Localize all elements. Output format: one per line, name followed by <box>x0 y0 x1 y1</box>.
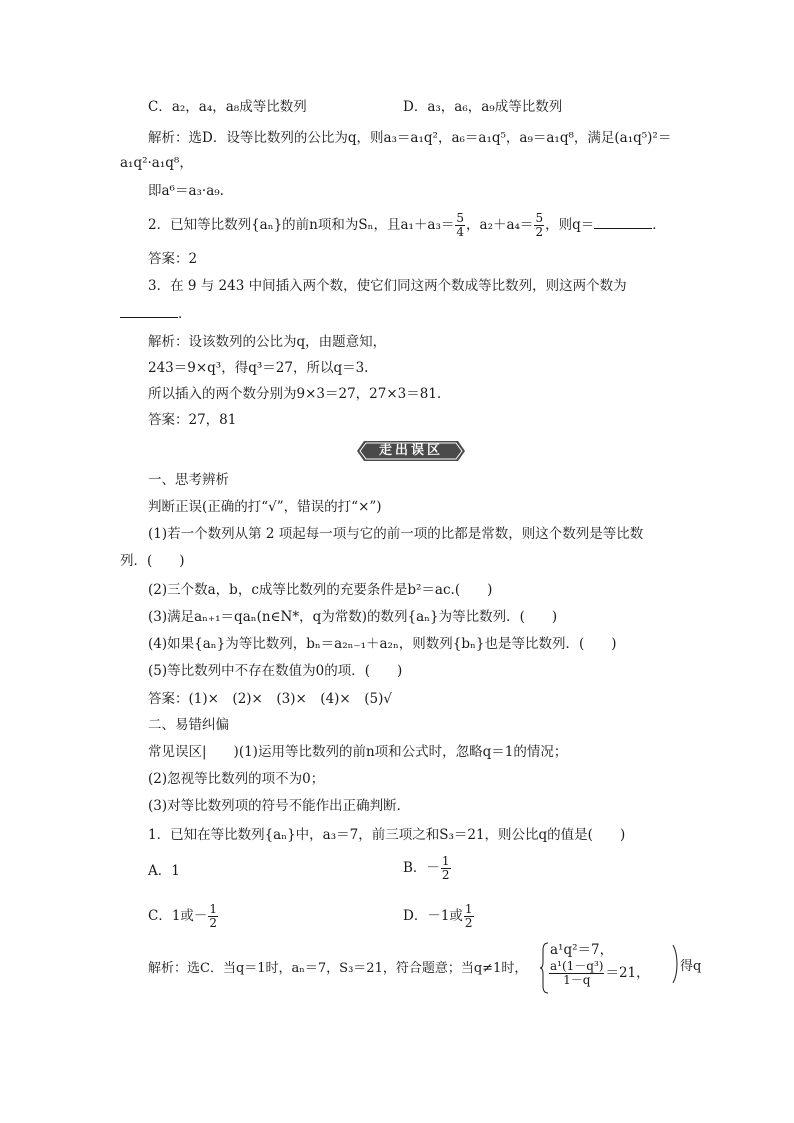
right-bracket-icon <box>672 944 680 984</box>
error-note-2: (2)忽视等比数列的项不为0； <box>148 771 325 787</box>
system-fraction <box>549 960 604 987</box>
section-banner <box>356 440 466 462</box>
answer-3: 答案：27，81 <box>148 412 237 428</box>
option-d-top: D．a₃，a₆，a₉成等比数列 <box>403 99 563 115</box>
question-3-line-b <box>120 305 192 323</box>
system-den: 1－q <box>563 973 591 987</box>
judge-5: (5)等比数列中不存在数值为0的项．( ) <box>148 663 403 679</box>
option-b <box>403 855 452 882</box>
q2-fraction-2 <box>534 212 544 239</box>
problem-1: 1．已知在等比数列{aₙ}中，a₃＝7，前三项之和S₃＝21，则公比q的值是( ) <box>148 827 626 843</box>
q2-mid: ，a₂＋a₄＝ <box>466 217 534 233</box>
solution-tail-text: 得q <box>680 959 702 974</box>
section-2-heading: 二、易错纠偏 <box>148 717 229 733</box>
judge-1-line-b: 列．( ) <box>120 553 185 569</box>
system-tail: ＝21， <box>605 965 650 981</box>
option-a: A．1 <box>148 863 180 879</box>
q2-fraction-1 <box>455 212 465 239</box>
banner-title: 走出误区 <box>378 443 443 458</box>
system-num: a¹(1－q³) <box>550 959 604 973</box>
option-d-text: D．－1或 <box>403 908 463 924</box>
judge-2: (2)三个数a，b，c成等比数列的充要条件是b²＝ac.( ) <box>148 582 493 598</box>
solution-last: 解析：选C．当q＝1时，aₙ＝7，S₃＝21，符合题意；当q≠1时， <box>148 961 528 976</box>
answer-blank <box>594 216 652 229</box>
q2-prefix: 2．已知等比数列{aₙ}的前n项和为Sₙ，且a₁＋a₃＝ <box>148 217 455 233</box>
solution-tail <box>680 958 701 976</box>
judge-instruction: 判断正误(正确的打“√”，错误的打“×”) <box>148 499 382 515</box>
solution-1-line-c: 即a⁶＝a₃·a₉. <box>148 183 224 199</box>
option-c-num: 1 <box>209 902 218 916</box>
option-b-fraction <box>441 855 451 882</box>
question-2: 2．已知等比数列{aₙ}的前n项和为Sₙ，且a₁＋a₃＝ $\frac{5}{4}$ ，a₂＋a₄＝ $\frac{5}{2}$ ，则q＝ ． <box>148 211 666 239</box>
q2-f2-den: 2 <box>535 225 544 239</box>
question-3-line-a: 3．在 9 与 243 中间插入两个数，使它们同这两个数成等比数列，则这两个数为 <box>148 278 627 294</box>
option-c <box>148 903 219 930</box>
q3-period: ． <box>178 306 192 322</box>
section-1-heading: 一、思考辨析 <box>148 472 229 488</box>
solution-3-line-b: 243＝9×q³，得q³＝27，所以q＝3. <box>148 360 369 376</box>
q2-f1-num: 5 <box>456 211 465 225</box>
option-d-fraction <box>464 903 474 930</box>
error-note-3: (3)对等比数列项的符号不能作出正确判断． <box>148 798 411 814</box>
option-d-num: 1 <box>464 902 473 916</box>
option-c-den: 2 <box>209 916 218 930</box>
judge-answers: 答案：(1)× (2)× (3)× (4)× (5)√ <box>148 691 392 707</box>
judge-1-line-a: (1)若一个数列从第 2 项起每一项与它的前一项的比都是常数，则这个数列是等比数 <box>148 526 644 542</box>
option-c-text: C．1或－ <box>148 908 208 924</box>
system-row-2 <box>548 960 650 987</box>
error-note-1: 常见误区| )(1)运用等比数列的前n项和公式时，忽略q＝1的情况； <box>148 744 568 760</box>
solution-1-line-b: a₁q²·a₁q⁸， <box>120 155 193 171</box>
answer-2: 答案：2 <box>148 251 198 267</box>
solution-3-line-a: 解析：设该数列的公比为q，由题意知， <box>148 334 387 350</box>
option-d-den: 2 <box>464 916 473 930</box>
equation-system <box>540 942 678 994</box>
option-c-top: C．a₂，a₄，a₈成等比数列 <box>148 99 307 115</box>
q2-suffix: ，则q＝ <box>545 217 595 233</box>
q2-f2-num: 5 <box>535 211 544 225</box>
option-b-den: 2 <box>441 868 450 882</box>
q2-f1-den: 4 <box>456 225 465 239</box>
option-c-fraction <box>208 903 218 930</box>
solution-3-line-c: 所以插入的两个数分别为9×3＝27，27×3＝81. <box>148 386 442 402</box>
judge-3: (3)满足aₙ₊₁＝qaₙ(n∈N*，q为常数)的数列{aₙ}为等比数列．( ) <box>148 609 558 625</box>
option-b-text: B．－ <box>403 860 440 876</box>
judge-4: (4)如果{aₙ}为等比数列，bₙ＝a₂ₙ₋₁＋a₂ₙ，则数列{bₙ}也是等比数列．( ) <box>148 636 617 652</box>
solution-1-line-a: 解析：选D．设等比数列的公比为q，则a₃＝a₁q²，a₆＝a₁q⁵，a₉＝a₁q⁸，满足(a₁q⁵)²＝ <box>148 130 672 146</box>
option-d <box>403 903 475 930</box>
answer-blank <box>120 305 178 318</box>
system-row-1: a¹q²＝7， <box>550 942 614 958</box>
option-b-num: 1 <box>441 854 450 868</box>
